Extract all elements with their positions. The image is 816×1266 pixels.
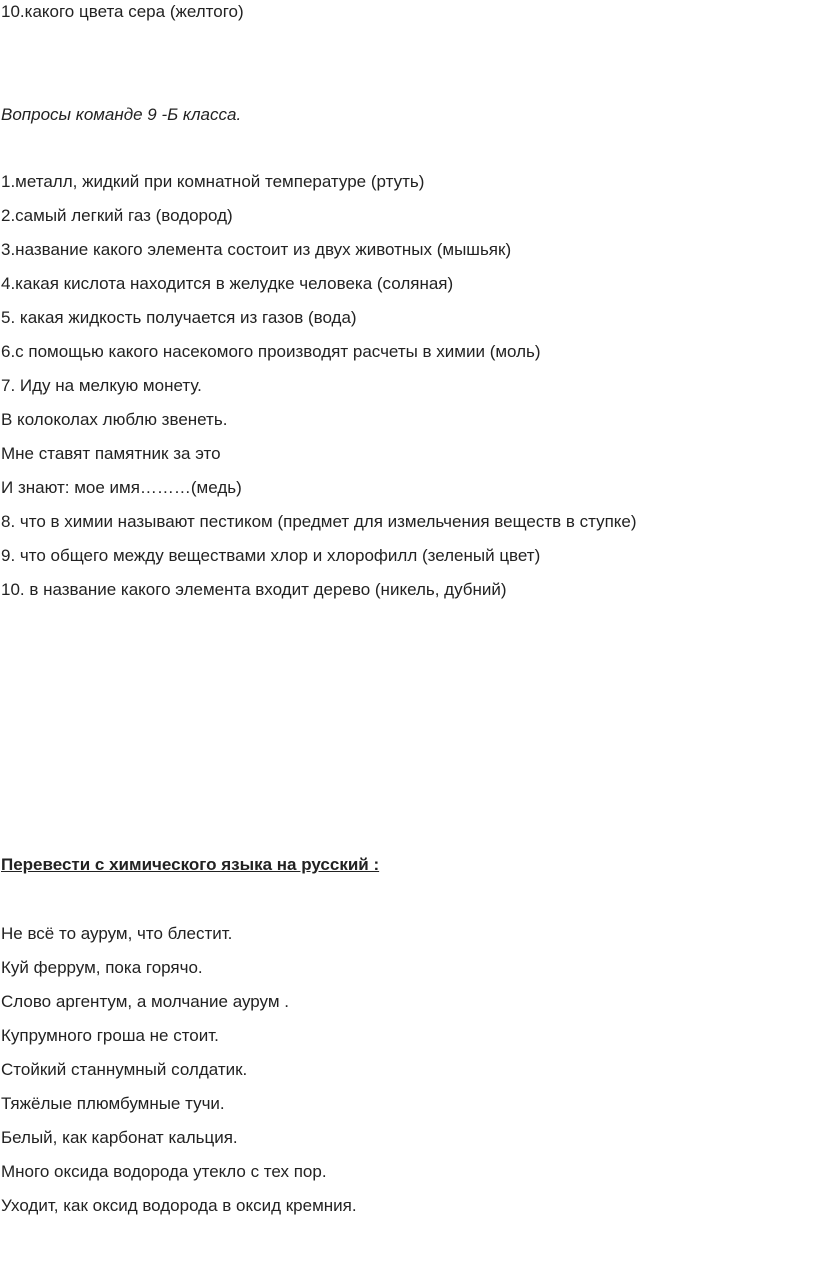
question-line: 1.металл, жидкий при комнатной температуре (ртуть)	[1, 172, 425, 191]
question-line: 7. Иду на мелкую монету.	[1, 376, 202, 395]
proverb-line: Много оксида водорода утекло с тех пор.	[1, 1162, 327, 1181]
question-line: В колоколах люблю звенеть.	[1, 410, 228, 429]
question-line: 5. какая жидкость получается из газов (вода)	[1, 308, 357, 327]
intro-question: 10.какого цвета сера (желтого)	[1, 2, 244, 21]
proverb-line: Слово аргентум, а молчание аурум .	[1, 992, 290, 1011]
question-line: 8. что в химии называют пестиком (предмет для измельчения веществ в ступке)	[1, 512, 637, 531]
question-line: 6.с помощью какого насекомого производят расчеты в химии (моль)	[1, 342, 541, 361]
question-line: 2.самый легкий газ (водород)	[1, 206, 233, 225]
question-line: 3.название какого элемента состоит из двух животных (мышьяк)	[1, 240, 512, 259]
proverb-line: Не всё то аурум, что блестит.	[1, 924, 233, 943]
proverb-line: Уходит, как оксид водорода в оксид кремния.	[1, 1196, 357, 1215]
proverb-line: Тяжёлые плюмбумные тучи.	[1, 1094, 225, 1113]
question-line: 9. что общего между веществами хлор и хлорофилл (зеленый цвет)	[1, 546, 541, 565]
question-line: Мне ставят памятник за это	[1, 444, 221, 463]
proverb-line: Стойкий станнумный солдатик.	[1, 1060, 248, 1079]
section-translate-title: Перевести с химического языка на русский :	[1, 855, 380, 874]
question-line: И знают: мое имя………(медь)	[1, 478, 242, 497]
question-line: 4.какая кислота находится в желудке человека (соляная)	[1, 274, 454, 293]
proverb-line: Куй феррум, пока горячо.	[1, 958, 203, 977]
question-line: 10. в название какого элемента входит дерево (никель, дубний)	[1, 580, 507, 599]
proverb-line: Белый, как карбонат кальция.	[1, 1128, 238, 1147]
section-9b-title: Вопросы команде 9 -Б класса.	[1, 105, 242, 124]
proverb-line: Купрумного гроша не стоит.	[1, 1026, 219, 1045]
